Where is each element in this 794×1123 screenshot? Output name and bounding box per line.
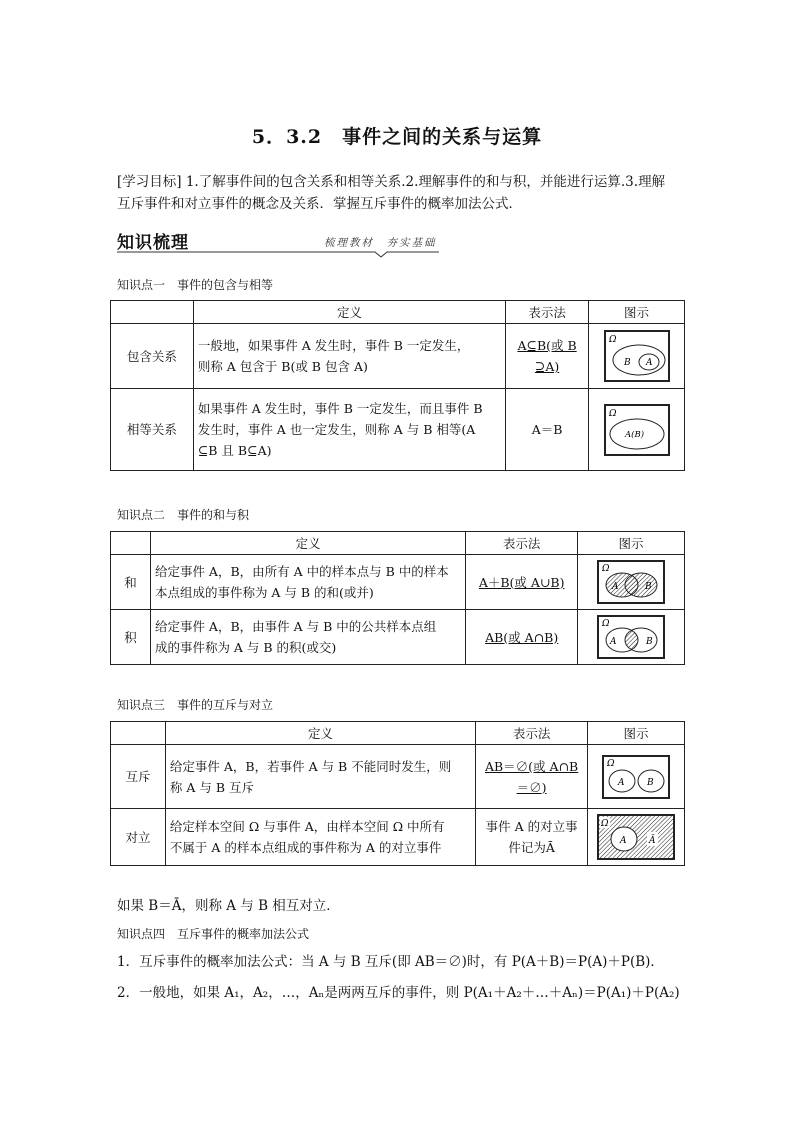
section-band-title: 知识梳理: [117, 233, 189, 253]
notation-line: 事件 A 的对立事: [485, 819, 578, 834]
diagram-label: B: [645, 582, 652, 592]
kp2-heading: 知识点二 事件的和与积: [117, 508, 250, 522]
row-name: 相等关系: [111, 389, 194, 471]
row-diagram: [588, 809, 685, 866]
def-line: ⊆B 且 B⊆A): [197, 443, 272, 458]
kp1-heading: 知识点一 事件的包含与相等: [117, 278, 274, 292]
notation-line: ⊇A): [534, 359, 560, 374]
table-row: [111, 610, 685, 665]
diagram-label: Ω: [602, 564, 610, 574]
venn-exclusive-diagram: [602, 755, 670, 799]
diagram-label: B: [646, 637, 653, 647]
learning-goals: [117, 171, 687, 215]
diagram-label: A(B): [624, 429, 644, 440]
def-line: 给定事件 A，B，若事件 A 与 B 不能同时发生，则: [169, 758, 452, 774]
row-notation: [466, 555, 578, 610]
diagram-label: Ω: [601, 819, 609, 829]
kp3-table: [110, 721, 685, 866]
header-notation: 表示法: [476, 722, 588, 745]
venn-complement-diagram: [597, 814, 675, 860]
header-empty: [111, 722, 166, 745]
row-notation: [476, 809, 588, 866]
section-band-underline: [117, 248, 447, 258]
diagram-label: Ω: [608, 408, 616, 419]
kp1-table: [110, 300, 685, 471]
section-band: [117, 226, 447, 258]
def-line: 不属于 A 的样本点组成的事件称为 A 的对立事件: [169, 840, 442, 855]
table-row: [111, 809, 685, 866]
notation-line: A＋B(或 A∪B): [478, 574, 565, 590]
row-def: [165, 809, 475, 866]
header-def: 定义: [193, 301, 505, 324]
def-line: 称 A 与 B 互斥: [169, 779, 255, 795]
notation-line: A⊆B(或 B: [517, 338, 577, 353]
kp2-table: [110, 531, 685, 665]
kp3-heading: 知识点三 事件的互斥与对立: [117, 698, 274, 712]
diagram-label: B: [647, 777, 654, 788]
kp4-heading: 知识点四 互斥事件的概率加法公式: [117, 927, 310, 941]
notation-line: AB(或 A∩B): [485, 629, 559, 645]
row-def: [150, 610, 465, 665]
header-def: 定义: [165, 722, 475, 745]
header-def: 定义: [150, 532, 465, 555]
header-diagram: 图示: [588, 722, 685, 745]
goals-line2: 互斥事件和对立事件的概念及关系．掌握互斥事件的概率加法公式．: [117, 196, 522, 212]
row-diagram: [578, 555, 685, 610]
header-empty: [111, 301, 194, 324]
def-line: 如果事件 A 发生时，事件 B 一定发生，而且事件 B: [197, 401, 483, 416]
goals-tag: [学习目标]: [117, 174, 182, 190]
venn-union-diagram: [597, 560, 665, 604]
def-line: 给定事件 A，B，由所有 A 中的样本点与 B 中的样本: [154, 564, 449, 579]
venn-subset-diagram: [604, 330, 670, 382]
row-notation: [476, 745, 588, 809]
row-name: 积: [111, 610, 151, 665]
row-def: [193, 324, 505, 389]
diagram-label: A: [612, 582, 619, 592]
def-line: 发生时，事件 A 也一定发生，则称 A 与 B 相等(A: [197, 422, 476, 437]
row-notation: [506, 324, 589, 389]
row-diagram: [589, 389, 685, 471]
row-name: 互斥: [111, 745, 166, 809]
diagram-label: Ā: [649, 836, 656, 846]
page-title: 5．3.2 事件之间的关系与运算: [251, 126, 543, 148]
def-line: 给定样本空间 Ω 与事件 A，由样本空间 Ω 中所有: [169, 819, 445, 834]
notation-line: 件记为Ā: [508, 840, 555, 855]
complement-note: 如果 B＝Ā，则称 A 与 B 相互对立．: [117, 898, 340, 914]
diagram-label: A: [610, 637, 617, 647]
notation-line: ＝∅): [516, 779, 547, 795]
row-def: [165, 745, 475, 809]
row-def: [150, 555, 465, 610]
header-diagram: 图示: [589, 301, 685, 324]
row-notation: A＝B: [506, 389, 589, 471]
section-band-subtitle: 梳理教材 夯实基础: [324, 237, 437, 249]
def-line: 则称 A 包含于 B(或 B 包含 A): [197, 359, 368, 374]
row-diagram: [578, 610, 685, 665]
diagram-label: Ω: [608, 335, 616, 345]
header-notation: 表示法: [466, 532, 578, 555]
row-notation: [466, 610, 578, 665]
table-row: [111, 555, 685, 610]
diagram-label: B: [623, 358, 631, 368]
venn-equal-diagram: [604, 404, 670, 456]
diagram-label: A: [620, 836, 627, 846]
diagram-label: A: [645, 358, 653, 368]
header-notation: 表示法: [506, 301, 589, 324]
table-row: [111, 324, 685, 389]
diagram-label: A: [618, 777, 625, 788]
header-diagram: 图示: [578, 532, 685, 555]
table-row: [111, 745, 685, 809]
kp4-item2: 2．一般地，如果 A₁，A₂，…，Aₙ是两两互斥的事件，则 P(A₁＋A₂＋…＋Aₙ)＝P(A₁)＋P(A₂): [117, 985, 680, 1001]
notation-line: AB＝∅(或 A∩B: [484, 758, 579, 774]
diagram-label: Ω: [602, 619, 610, 629]
row-diagram: [588, 745, 685, 809]
def-line: 给定事件 A，B，由事件 A 与 B 中的公共样本点组: [154, 619, 437, 634]
venn-intersection-diagram: [597, 615, 665, 659]
goals-line1: 1.了解事件间的包含关系和相等关系.2.理解事件的和与积，并能进行运算.3.理解: [185, 174, 666, 190]
row-name: 对立: [111, 809, 166, 866]
def-line: 一般地，如果事件 A 发生时，事件 B 一定发生，: [197, 338, 470, 353]
def-line: 成的事件称为 A 与 B 的积(或交): [154, 640, 337, 655]
row-diagram: [589, 324, 685, 389]
def-line: 本点组成的事件称为 A 与 B 的和(或并): [154, 585, 374, 600]
kp4-item1: 1．互斥事件的概率加法公式：当 A 与 B 互斥(即 AB＝∅)时，有 P(A＋B)＝P(A)＋P(B)．: [117, 954, 664, 970]
table-row: [111, 389, 685, 471]
row-name: 和: [111, 555, 151, 610]
row-name: 包含关系: [111, 324, 194, 389]
diagram-label: Ω: [607, 758, 615, 769]
header-empty: [111, 532, 151, 555]
row-def: [193, 389, 505, 471]
